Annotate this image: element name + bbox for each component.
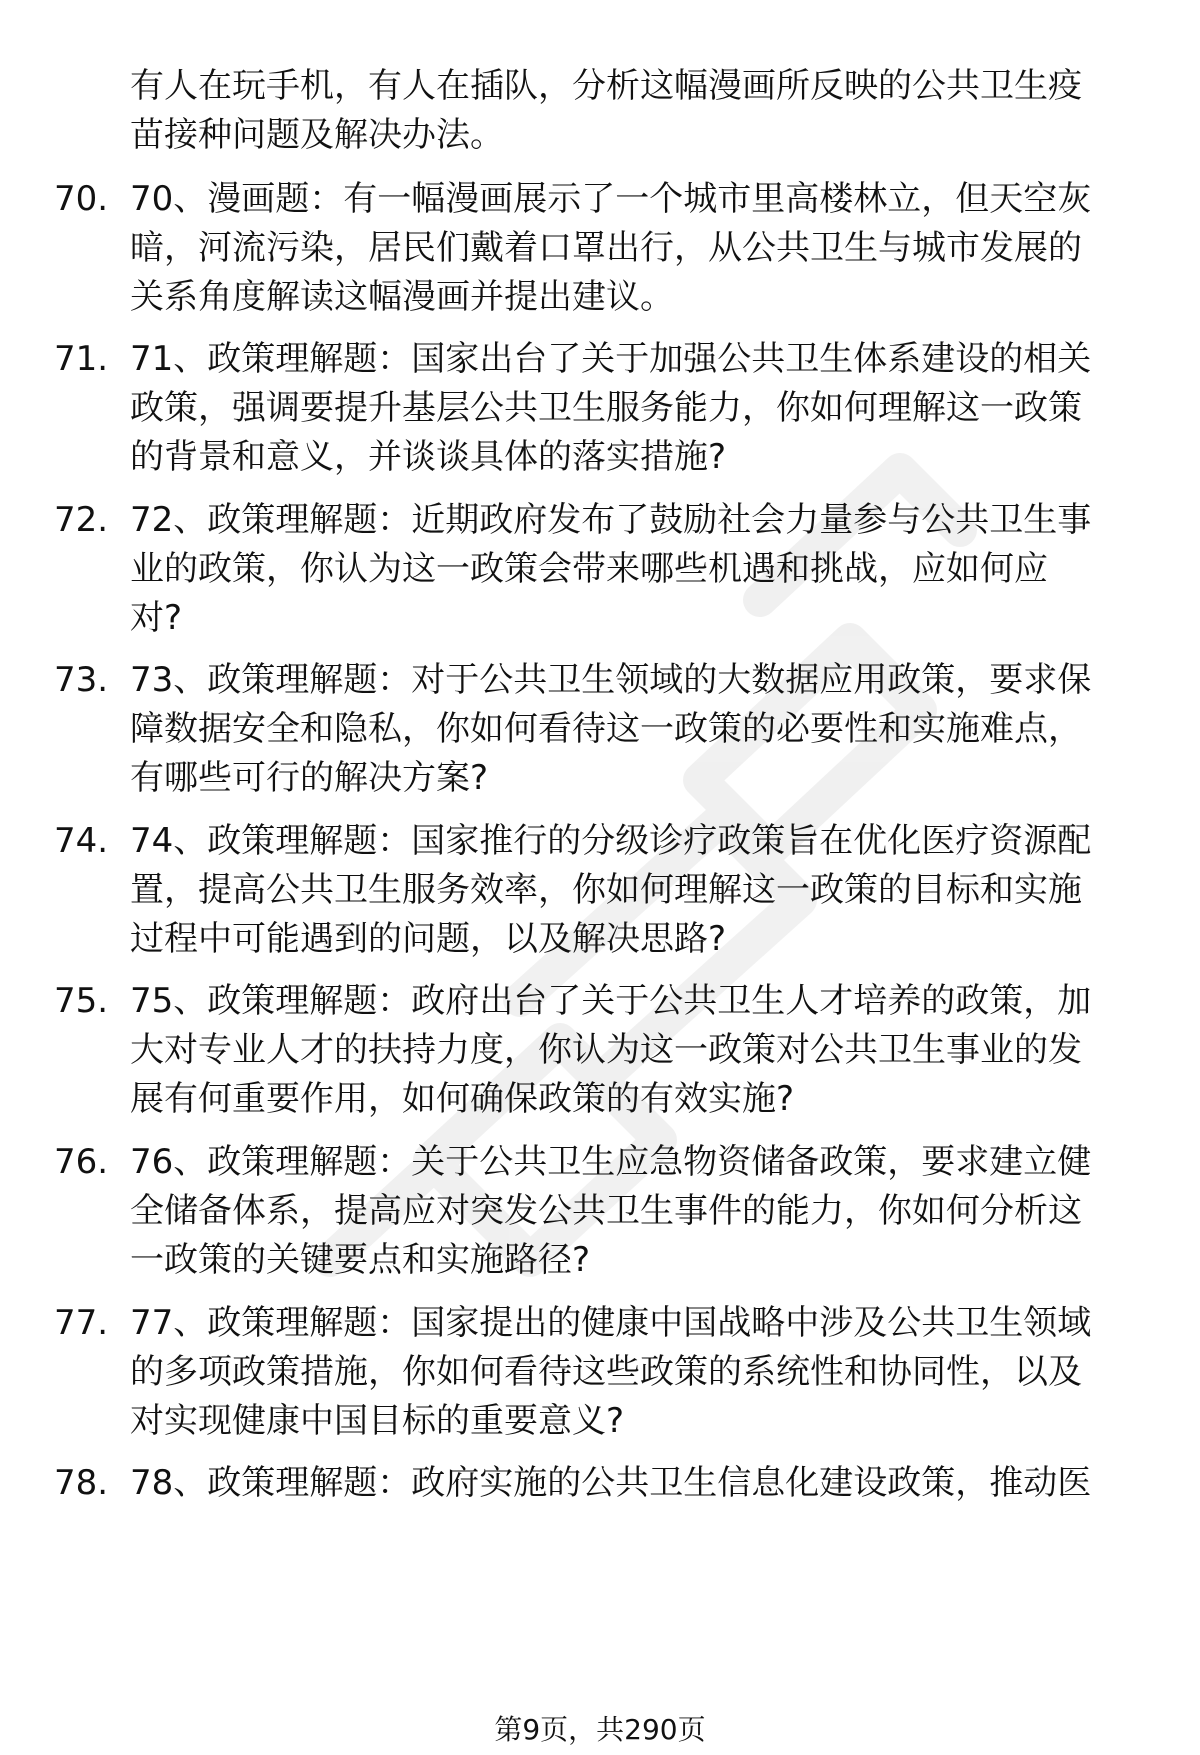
question-text: 77、政策理解题：国家提出的健康中国战略中涉及公共卫生领域 的多项政策措施，你如何看待这些政策的系统性和协同性，以及 对实现健康中国目标的重要意义? bbox=[130, 1303, 1092, 1441]
question-number: 70. bbox=[54, 179, 109, 219]
question-item-75 bbox=[0, 977, 1200, 1137]
question-number: 73. bbox=[54, 660, 109, 700]
question-text: 70、漫画题：有一幅漫画展示了一个城市里高楼林立，但天空灰 暗，河流污染，居民们戴着口罩出行，从公共卫生与城市发展的 关系角度解读这幅漫画并提出建议。 bbox=[130, 179, 1092, 317]
question-item-73 bbox=[0, 656, 1200, 816]
question-item-71 bbox=[0, 335, 1200, 495]
page-footer: 第9页，共290页 bbox=[494, 1713, 706, 1746]
question-number: 76. bbox=[54, 1142, 109, 1182]
question-text: 78、政策理解题：政府实施的公共卫生信息化建设政策，推动医 bbox=[130, 1463, 1092, 1503]
question-item-77 bbox=[0, 1299, 1200, 1459]
question-text: 71、政策理解题：国家出台了关于加强公共卫生体系建设的相关 政策，强调要提升基层公共卫生服务能力，你如何理解这一政策 的背景和意义，并谈谈具体的落实措施? bbox=[130, 339, 1092, 477]
question-item-72 bbox=[0, 496, 1200, 656]
continued-question-text: 有人在玩手机，有人在插队，分析这幅漫画所反映的公共卫生疫 苗接种问题及解决办法。 bbox=[130, 66, 1082, 155]
question-item-76 bbox=[0, 1138, 1200, 1298]
question-item-74 bbox=[0, 817, 1200, 977]
question-number: 72. bbox=[54, 500, 109, 540]
question-number: 71. bbox=[54, 339, 109, 379]
question-text: 73、政策理解题：对于公共卫生领域的大数据应用政策，要求保 障数据安全和隐私，你如何看待这一政策的必要性和实施难点， 有哪些可行的解决方案? bbox=[130, 660, 1092, 798]
question-number: 74. bbox=[54, 821, 109, 861]
question-text: 75、政策理解题：政府出台了关于公共卫生人才培养的政策，加 大对专业人才的扶持力度，你认为这一政策对公共卫生事业的发 展有何重要作用，如何确保政策的有效实施? bbox=[130, 981, 1092, 1119]
question-text: 76、政策理解题：关于公共卫生应急物资储备政策，要求建立健 全储备体系，提高应对突发公共卫生事件的能力，你如何分析这 一政策的关键要点和实施路径? bbox=[130, 1142, 1092, 1280]
question-number: 78. bbox=[54, 1463, 109, 1503]
question-item-70 bbox=[0, 175, 1200, 335]
question-number: 77. bbox=[54, 1303, 109, 1343]
question-text: 74、政策理解题：国家推行的分级诊疗政策旨在优化医疗资源配 置，提高公共卫生服务效率，你如何理解这一政策的目标和实施 过程中可能遇到的问题，以及解决思路? bbox=[130, 821, 1092, 959]
question-number: 75. bbox=[54, 981, 109, 1021]
question-text: 72、政策理解题：近期政府发布了鼓励社会力量参与公共卫生事 业的政策，你认为这一政策会带来哪些机遇和挑战，应如何应 对? bbox=[130, 500, 1092, 638]
question-item-78 bbox=[0, 1459, 1200, 1519]
